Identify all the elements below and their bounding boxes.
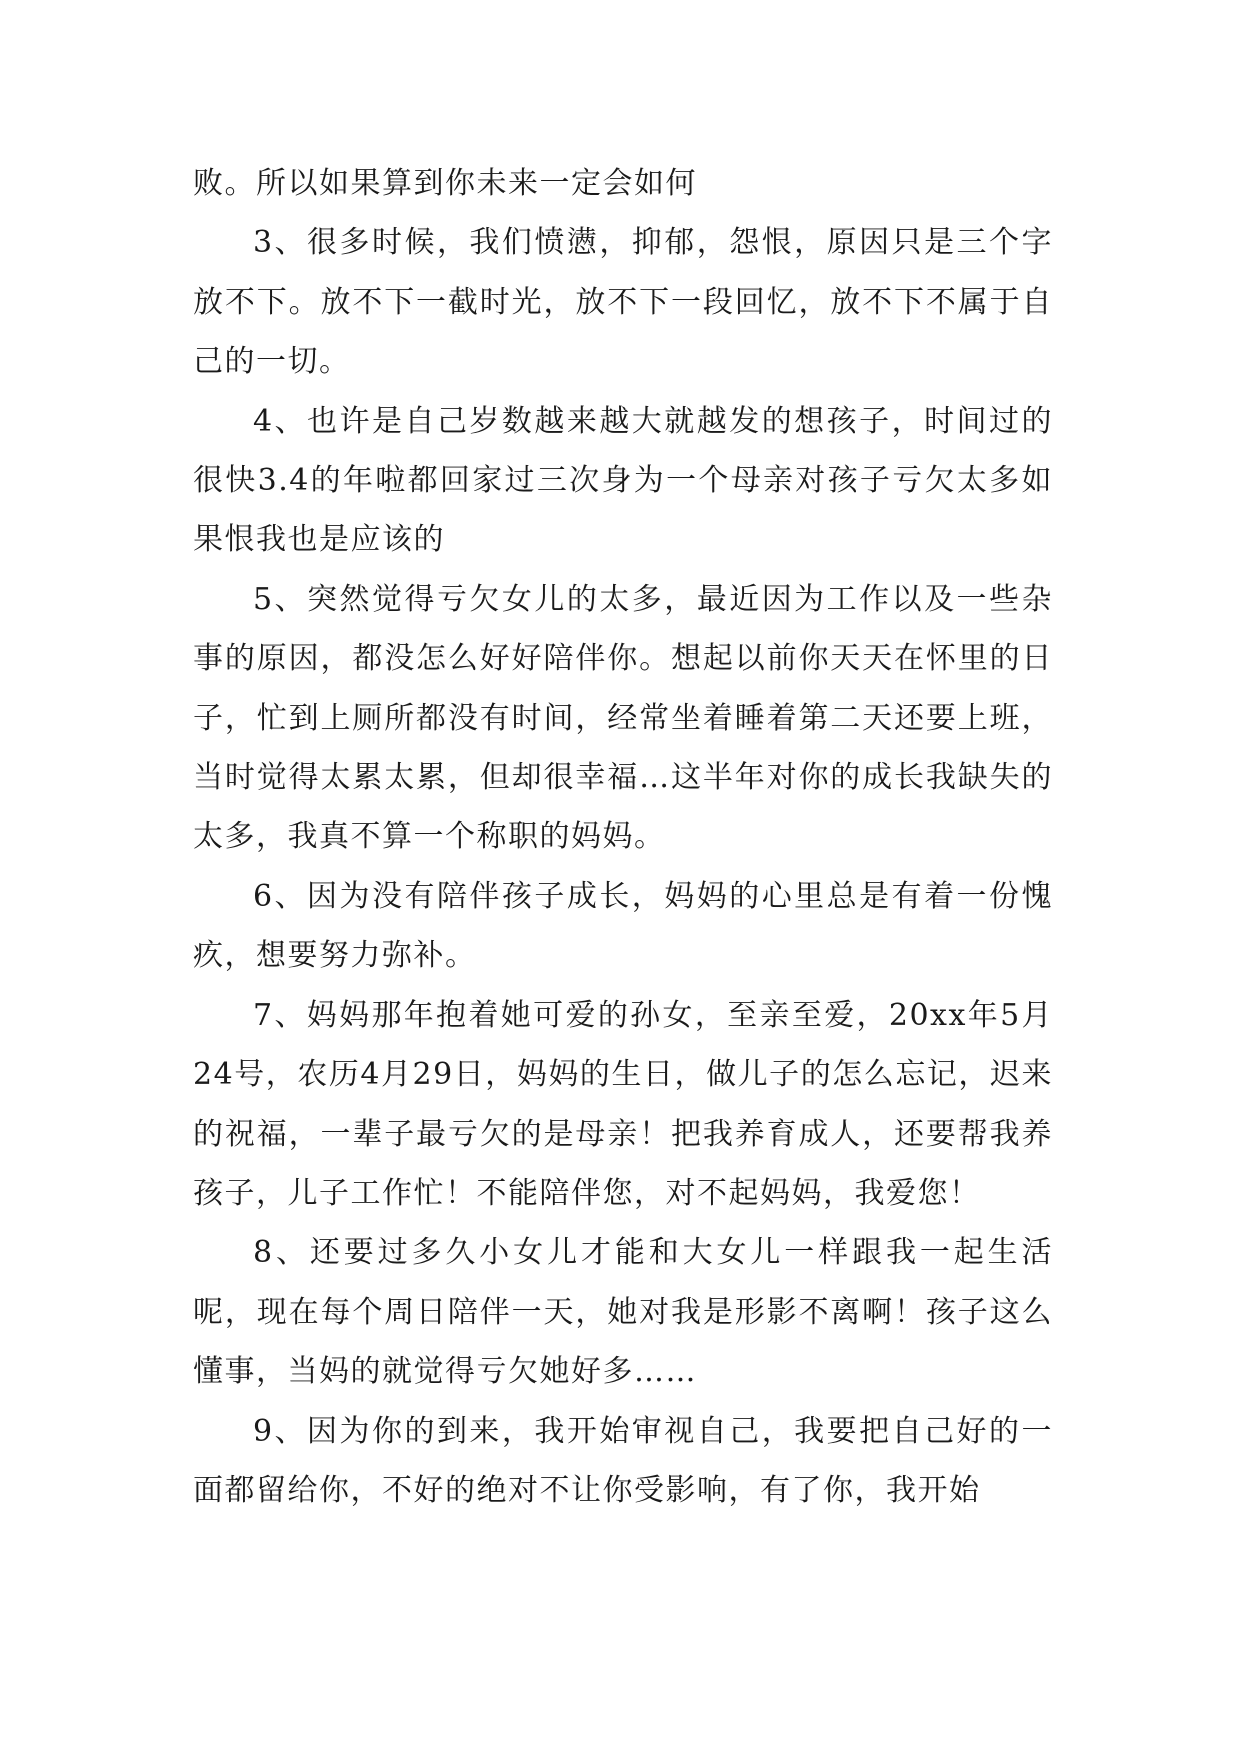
document-body [193,154,1053,1520]
paragraph-9: 9、因为你的到来，我开始审视自己，我要把自己好的一面都留给你，不好的绝对不让你受影响，有了你，我开始 [193,1413,1053,1508]
paragraph-6: 6、因为没有陪伴孩子成长，妈妈的心里总是有着一份愧疚，想要努力弥补。 [193,878,1053,974]
paragraph-7: 7、妈妈那年抱着她可爱的孙女，至亲至爱，20xx年5月24号，农历4月29日，妈妈的生日，做儿子的怎么忘记，迟来的祝福，一辈子最亏欠的是母亲！把我养育成人，还要帮我养孩子，儿子工作忙！不能陪伴您，对不起妈妈，我爱您！ [193,997,1053,1211]
paragraph-5: 5、突然觉得亏欠女儿的太多，最近因为工作以及一些杂事的原因，都没怎么好好陪伴你。想起以前你天天在怀里的日子，忙到上厕所都没有时间，经常坐着睡着第二天还要上班，当时觉得太累太累，但却很幸福…这半年对你的成长我缺失的太多，我真不算一个称职的妈妈。 [193,581,1053,855]
paragraph-8: 8、还要过多久小女儿才能和大女儿一样跟我一起生活呢，现在每个周日陪伴一天，她对我是形影不离啊！孩子这么懂事，当妈的就觉得亏欠她好多…… [193,1235,1053,1390]
paragraph-3: 3、很多时候，我们愤懑，抑郁，怨恨，原因只是三个字放不下。放不下一截时光，放不下一段回忆，放不下不属于自己的一切。 [193,225,1053,380]
paragraph-continuation: 败。所以如果算到你未来一定会如何 [193,166,697,201]
paragraph-4: 4、也许是自己岁数越来越大就越发的想孩子，时间过的很快3.4的年啦都回家过三次身为一个母亲对孩子亏欠太多如果恨我也是应该的 [193,403,1053,558]
